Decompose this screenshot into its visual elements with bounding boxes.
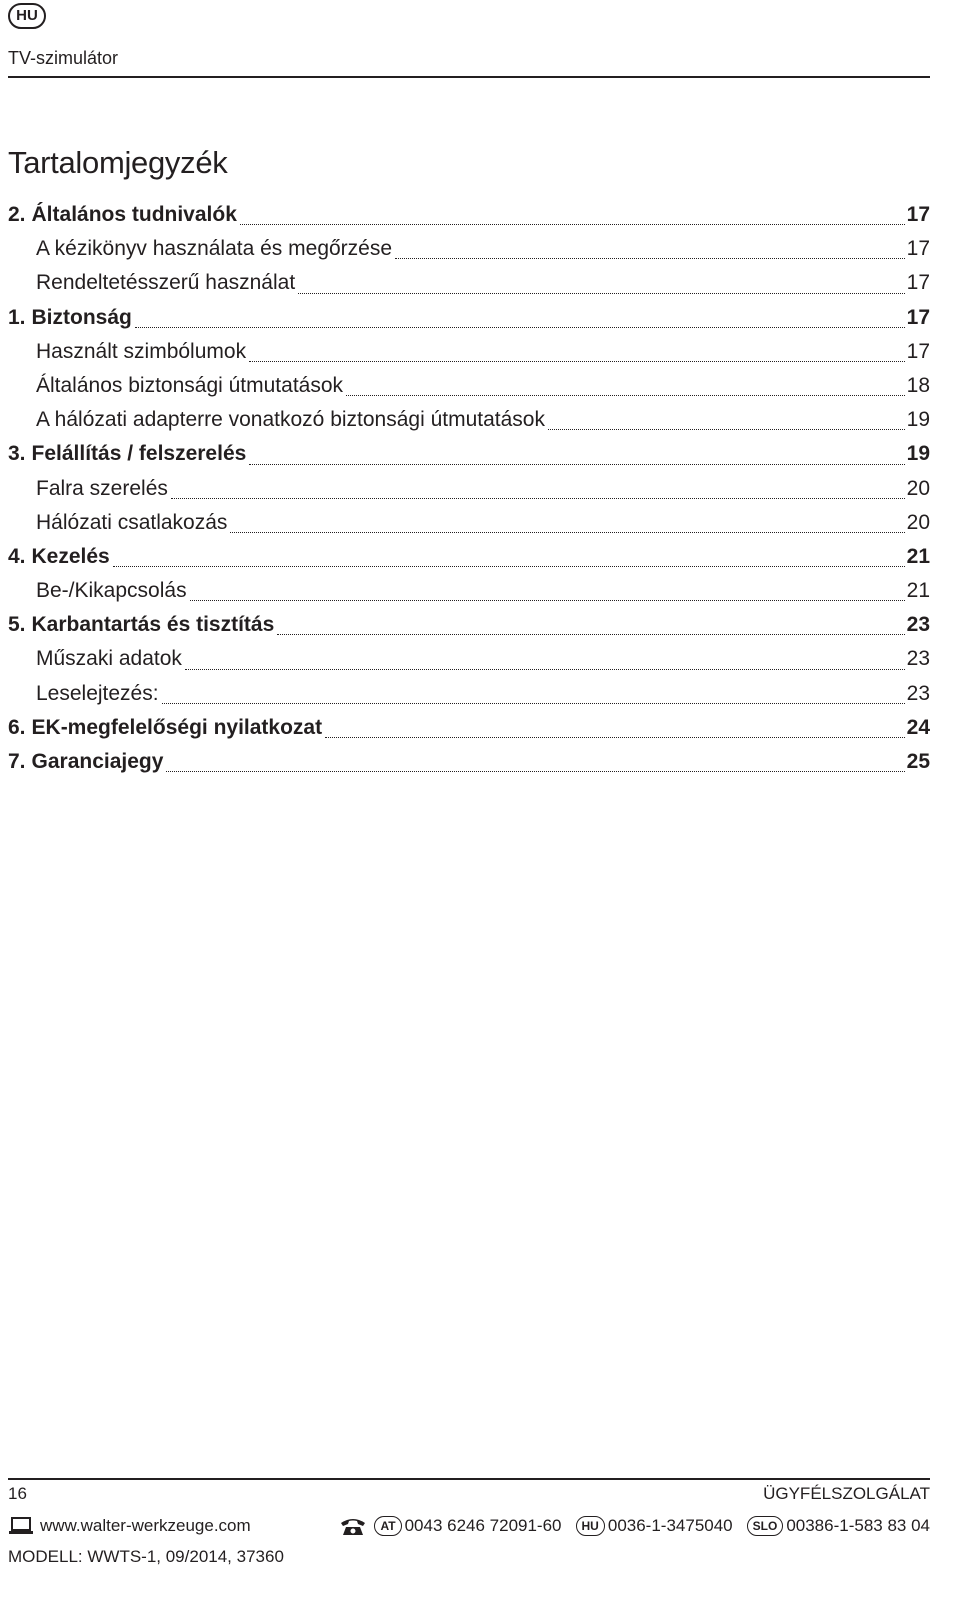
toc-subsection-entry[interactable]	[8, 374, 930, 408]
toc-entry-page: 17	[906, 237, 930, 261]
toc-subsection-entry[interactable]	[8, 647, 930, 681]
toc-dot-leader	[325, 737, 905, 738]
toc-entry-label: Rendeltetésszerű használat	[36, 271, 296, 295]
toc-subsection-entry[interactable]	[8, 579, 930, 613]
page-number: 16	[8, 1484, 27, 1503]
toc-entry-number: 7.	[8, 750, 26, 773]
toc-entry-page: 19	[906, 442, 930, 466]
footer-divider	[8, 1478, 930, 1480]
toc-entry-label: Általános biztonsági útmutatások	[36, 373, 344, 397]
toc-entry-label: Kezelés	[31, 544, 110, 568]
toc-chapter-entry[interactable]	[8, 203, 930, 237]
toc-dot-leader	[240, 224, 905, 225]
website-link[interactable]: www.walter-werkzeuge.com	[40, 1516, 251, 1535]
toc-entry-page: 17	[906, 305, 930, 329]
customer-service-label: ÜGYFÉLSZOLGÁLAT	[763, 1484, 930, 1503]
phone-number-slo: 00386-1-583 83 04	[786, 1516, 930, 1535]
toc-entry-page: 17	[906, 203, 930, 226]
toc-entry-label: Biztonság	[31, 305, 132, 329]
toc-dot-leader	[113, 566, 905, 567]
toc-title: Tartalomjegyzék	[8, 145, 228, 180]
product-name: TV-szimulátor	[8, 48, 119, 68]
toc-entry-label: Karbantartás és tisztítás	[31, 613, 275, 637]
toc-chapter-entry[interactable]	[8, 545, 930, 579]
toc-entry-page: 18	[906, 373, 930, 397]
toc-entry-number: 1.	[8, 305, 26, 329]
phone-number-at: 0043 6246 72091-60	[404, 1516, 562, 1535]
toc-subsection-entry[interactable]	[8, 682, 930, 716]
toc-dot-leader	[277, 634, 904, 635]
toc-dot-leader	[162, 703, 905, 704]
toc-dot-leader	[298, 293, 904, 294]
toc-entry-label: Használt szimbólumok	[36, 339, 247, 363]
toc-subsection-entry[interactable]	[8, 237, 930, 271]
toc-entry-number: 5.	[8, 613, 26, 637]
country-badge-at: AT	[374, 1516, 401, 1536]
toc-dot-leader	[171, 498, 905, 499]
toc-entry-label: Leselejtezés:	[36, 681, 159, 705]
toc-dot-leader	[166, 771, 904, 772]
toc-entry-label: Hálózati csatlakozás	[36, 510, 228, 534]
toc-dot-leader	[395, 258, 905, 259]
toc-entry-number: 2.	[8, 203, 26, 226]
toc-chapter-entry[interactable]	[8, 442, 930, 476]
toc-subsection-entry[interactable]	[8, 408, 930, 442]
toc-chapter-entry[interactable]	[8, 613, 930, 647]
toc-entry-page: 17	[906, 339, 930, 363]
contact-row	[8, 1514, 930, 1538]
toc-entry-label: A hálózati adapterre vonatkozó biztonsági útmutatások	[36, 408, 545, 432]
toc-entry-page: 23	[906, 613, 930, 637]
toc-entry-label: Garanciajegy	[31, 750, 164, 773]
toc-entry-number: 4.	[8, 544, 26, 568]
toc-subsection-entry[interactable]	[8, 511, 930, 545]
toc-entry-number: 6.	[8, 715, 26, 739]
toc-entry-page: 17	[906, 271, 930, 295]
language-badge: HU	[8, 3, 46, 29]
toc-subsection-entry[interactable]	[8, 340, 930, 374]
toc-dot-leader	[135, 327, 905, 328]
toc-dot-leader	[185, 669, 905, 670]
toc-entry-label: Falra szerelés	[36, 476, 168, 500]
toc-entry-page: 23	[906, 681, 930, 705]
phone-icon	[338, 1515, 368, 1537]
toc-chapter-entry[interactable]	[8, 306, 930, 340]
toc-entry-page: 21	[906, 544, 930, 568]
toc-entry-label: Be-/Kikapcsolás	[36, 579, 187, 603]
phone-number-hu: 0036-1-3475040	[607, 1516, 733, 1535]
toc-entry-label: EK-megfelelőségi nyilatkozat	[31, 715, 323, 739]
toc-dot-leader	[190, 600, 905, 601]
toc-entry-label: Műszaki adatok	[36, 647, 182, 671]
model-info: MODELL: WWTS-1, 09/2014, 37360	[8, 1547, 284, 1566]
toc-dot-leader	[249, 464, 904, 465]
toc-entry-label: Általános tudnivalók	[31, 203, 237, 226]
toc-entry-label: A kézikönyv használata és megőrzése	[36, 237, 393, 261]
toc-entry-page: 20	[906, 510, 930, 534]
table-of-contents	[8, 203, 930, 784]
toc-chapter-entry[interactable]	[8, 750, 930, 784]
country-badge-hu: HU	[576, 1516, 605, 1536]
toc-dot-leader	[346, 395, 905, 396]
toc-entry-page: 23	[906, 647, 930, 671]
toc-dot-leader	[249, 361, 905, 362]
header-divider	[8, 76, 930, 78]
laptop-icon	[8, 1516, 34, 1536]
toc-dot-leader	[230, 532, 904, 533]
toc-subsection-entry[interactable]	[8, 271, 930, 305]
toc-entry-label: Felállítás / felszerelés	[31, 442, 247, 466]
toc-entry-page: 24	[906, 715, 930, 739]
toc-entry-page: 20	[906, 476, 930, 500]
toc-chapter-entry[interactable]	[8, 716, 930, 750]
toc-subsection-entry[interactable]	[8, 477, 930, 511]
country-badge-slo: SLO	[747, 1516, 784, 1536]
toc-entry-page: 21	[906, 579, 930, 603]
toc-entry-page: 19	[906, 408, 930, 432]
toc-entry-number: 3.	[8, 442, 26, 466]
toc-dot-leader	[548, 429, 905, 430]
toc-entry-page: 25	[906, 750, 930, 773]
